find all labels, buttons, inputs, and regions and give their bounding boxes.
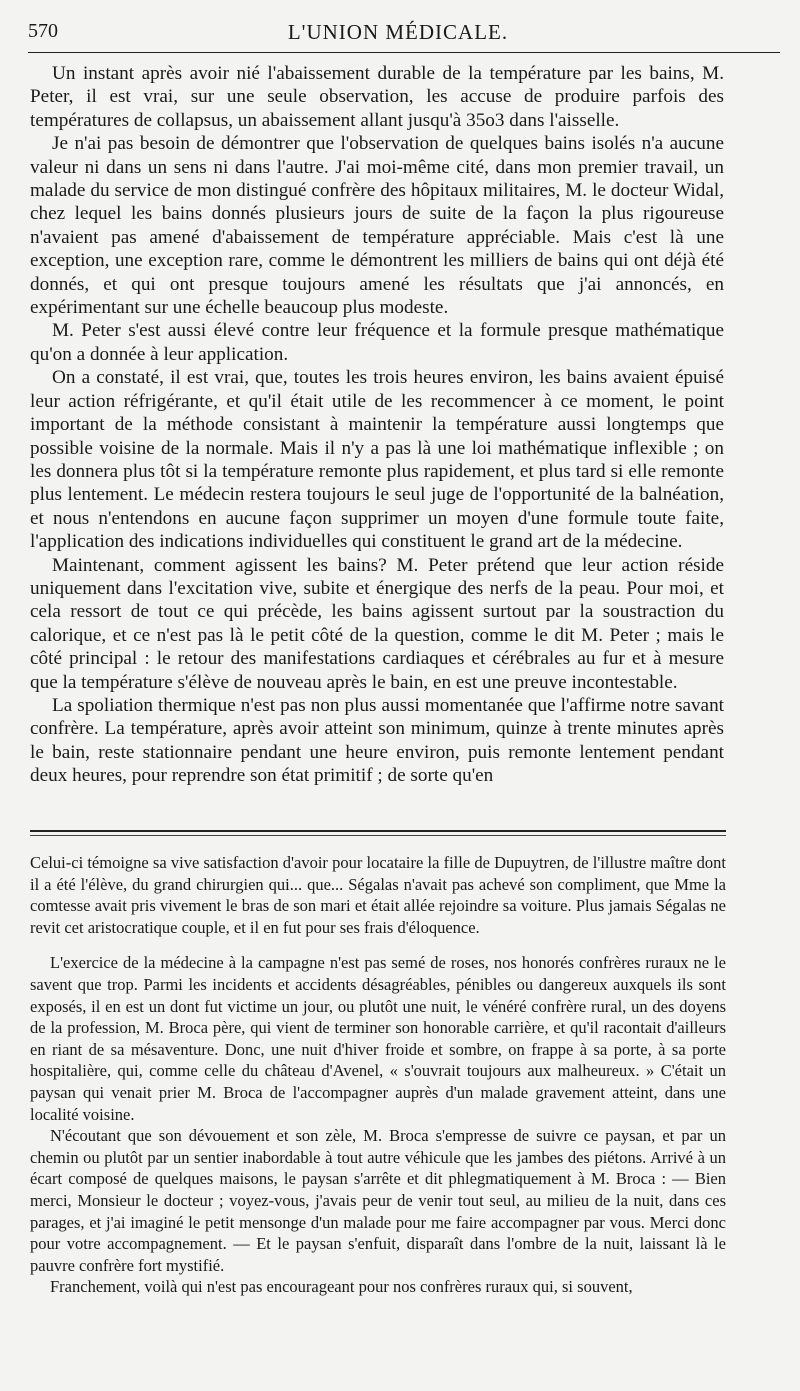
article-paragraph: Je n'ai pas besoin de démontrer que l'observation de quelques bains isolés n'a aucune valeur ni dans un sens ni dans l'autre. J'ai moi-même cité, dans mon premier travail, un malade du service de mon distingué confrère des hôpitaux militaires, M. le docteur Widal, chez lequel les bains donnés plusieurs jours de suite de la façon la plus rigoureuse n'avaient pas amené d'abaissement de température appréciable. Mais c'est là une exception, une exception rare, comme le démontrent les milliers de bains qui ont déjà été donnés, et qui ont presque toujours amené les résultats que j'ai annoncés, en expérimentant sur une échelle beaucoup plus modeste. [30,133,724,319]
article-paragraph: La spoliation thermique n'est pas non plus aussi momentanée que l'affirme notre savant confrère. La température, après avoir atteint son minimum, quinze à trente minutes après le bain, reste stationnaire pendant une heure environ, puis remonte lentement pendant deux heures, pour reprendre son état primitif ; de sorte qu'en [30,694,724,787]
feuilleton-paragraph: L'exercice de la médecine à la campagne n'est pas semé de roses, nos honorés confrères ruraux ne le savent que trop. Parmi les incidents et accidents désagréables, pénibles ou dangereux auxquels ils sont exposés, il en est un dont fut victime un jour, ou plutôt une nuit, le vénéré confrère rural, un des doyens de la profession, M. Broca père, qui vient de terminer son honorable carrière, et qu'il racontait d'ailleurs en riant de sa mésaventure. Donc, une nuit d'hiver froide et sombre, on frappe à sa porte, à sa porte hospitalière, qui, comme celle du château d'Avenel, « s'ouvrait toujours aux malheureux. » C'était un paysan qui venait prier M. Broca de l'accompagner auprès d'un malade gravement atteint, dans une localité voisine. [30,953,726,1124]
feuilleton-separator [30,830,726,836]
feuilleton-paragraph: Franchement, voilà qui n'est pas encourageant pour nos confrères ruraux qui, si souvent, [50,1277,633,1297]
article-paragraph: Maintenant, comment agissent les bains? M. Peter prétend que leur action réside uniquement dans l'excitation vive, subite et énergique des nerfs de la peau. Pour moi, et cela ressort de tout ce qui précède, les bains agissent surtout par la soustraction du calorique, et ce n'est pas là le petit côté de la question, comme le dit M. Peter ; mais le côté principal : le retour des manifestations cardiaques et cérébrales au fur et à mesure que la température s'élève de nouveau après le bain, en est une preuve incontestable. [30,554,724,693]
header-rule [28,52,780,53]
feuilleton-section [30,852,726,1298]
running-title: L'UNION MÉDICALE. [287,20,509,44]
feuilleton-paragraph: Celui-ci témoigne sa vive satisfaction d'avoir pour locataire la fille de Dupuytren, de l'illustre maître dont il a été l'élève, du grand chirurgien qui... que... Ségalas n'avait pas achevé son compliment, que Mme la comtesse avait pris vivement le bras de son mari et était allée rejoindre sa voiture. Plus jamais Ségalas ne revit cet aristocratique couple, et il en fut pour ses frais d'éloquence. [30,853,726,937]
page-header [28,18,768,46]
article-paragraph: M. Peter s'est aussi élevé contre leur fréquence et la formule presque mathématique qu'on a donnée à leur application. [30,320,724,365]
page-number: 570 [28,20,58,42]
feuilleton-paragraph: N'écoutant que son dévouement et son zèle, M. Broca s'empresse de suivre ce paysan, et par un chemin ou plutôt par un sentier inabordable à tout autre véhicule que les jambes des piétons. Arrivé à un écart composé de quelques maisons, le paysan s'arrête et dit phlegmatiquement à M. Broca : — Bien merci, Monsieur le docteur ; voyez-vous, j'avais peur de venir tout seul, au milieu de la nuit, dans ces parages, et j'ai imaginé le petit mensonge d'un malade pour me faire accompagner par vous. Merci donc pour votre accompagnement. — Et le paysan s'enfuit, disparaît dans l'ombre de la nuit, laissant là le pauvre confrère fort mystifié. [30,1126,726,1275]
article-paragraph: Un instant après avoir nié l'abaissement durable de la température par les bains, M. Peter, il est vrai, sur une seule observation, les accuse de produire parfois des températures de collapsus, un abaissement allant jusqu'à 35o3 dans l'aisselle. [30,63,724,131]
main-article [30,62,724,788]
article-paragraph: On a constaté, il est vrai, que, toutes les trois heures environ, les bains avaient épuisé leur action réfrigérante, et qu'il était utile de les recommencer à ce moment, le point important de la méthode consistant à maintenir la température aussi longtemps que possible voisine de la normale. Mais il n'y a pas là une loi mathématique inflexible ; on les donnera plus tôt si la température remonte plus rapidement, et plus tard si elle remonte plus lentement. Le médecin restera toujours le seul juge de l'opportunité de la balnéation, et nous n'entendons en aucune façon supprimer un moyen d'une formule toute faite, l'application des indications individuelles qui constituent le grand art de la médecine. [30,367,724,553]
